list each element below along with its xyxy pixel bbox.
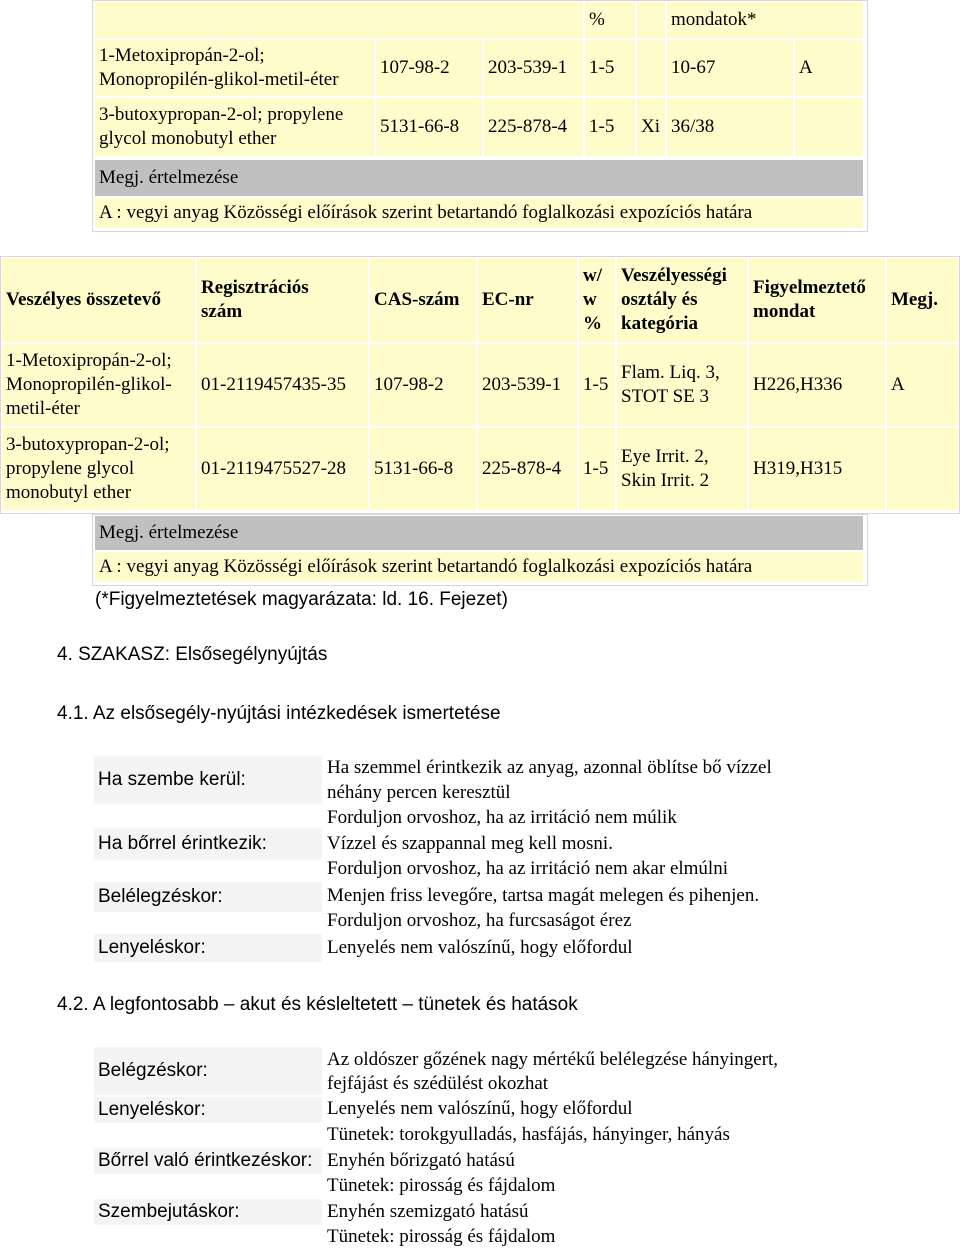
- t2-row1-w: [579, 344, 615, 426]
- symptoms-ingest-line1: Lenyelés nem valószínű, hogy előfordul: [327, 1098, 633, 1119]
- t2-h-ec-text: EC-nr: [482, 289, 534, 310]
- t2-h-class-text: Veszélyességi osztály és kategória: [621, 265, 727, 334]
- t2-h-component: [2, 258, 195, 342]
- t2-row2-class-text: Eye Irrit. 2, Skin Irrit. 2: [621, 446, 710, 491]
- t2-row2-hstatement-text: H319,H315: [753, 458, 843, 479]
- t2-note-text-text: A : vegyi anyag Közösségi előírások szerint betartandó foglalkozási expozíciós határa: [99, 556, 753, 577]
- footnote: (*Figyelmeztetések magyarázata: ld. 16. Fejezet): [95, 589, 508, 610]
- symptoms-skin-line2: Tünetek: pirosság és fájdalom: [327, 1175, 556, 1196]
- firstaid-label-inhale: [94, 882, 322, 912]
- t1-row1-pct-text: 1-5: [589, 57, 615, 78]
- firstaid-inhale-line2: Forduljon orvoshoz, ha furcsaságot érez: [327, 910, 632, 931]
- firstaid-label-skin: [94, 828, 322, 860]
- firstaid-skin-line1: Vízzel és szappannal meg kell mosni.: [327, 833, 613, 854]
- t1-row2-ec: [484, 98, 583, 156]
- t1-row2-sym: [637, 98, 665, 156]
- t2-row1-component-text: 1-Metoxipropán-2-ol; Monopropilén-glikol-metil-éter: [6, 350, 172, 419]
- t2-row2-w: [579, 428, 615, 510]
- t1-row1-ec-text: 203-539-1: [488, 57, 568, 78]
- t2-h-cas-text: CAS-szám: [374, 289, 460, 310]
- t2-h-w: [579, 258, 615, 342]
- symptoms-label-ingest-text: Lenyeléskor:: [98, 1099, 206, 1120]
- symptoms-inhale-line2: fejfájást és szédülést okozhat: [327, 1073, 549, 1094]
- t2-h-reg-text: Regisztrációs szám: [201, 277, 309, 322]
- t2-row1-w-text: 1-5: [583, 374, 609, 395]
- section-title: 4. SZAKASZ: Elsősegélynyújtás: [57, 644, 328, 665]
- t1-row2-phrases-text: 36/38: [671, 116, 715, 137]
- symptoms-label-ingest: [94, 1097, 322, 1123]
- t2-h-reg: [197, 258, 368, 342]
- t2-h-hstatement-text: Figyelmeztető mondat: [753, 277, 866, 322]
- header-mondatok-label: mondatok*: [671, 9, 757, 30]
- header-blank: [95, 2, 583, 38]
- symptoms-ingest-line2: Tünetek: torokgyulladás, hasfájás, hányinger, hányás: [327, 1124, 730, 1145]
- t1-row2-pct: [585, 98, 635, 156]
- t1-row1-sym: [637, 40, 665, 96]
- header-percent-label: %: [589, 9, 605, 30]
- t1-note-text-text: A : vegyi anyag Közösségi előírások szerint betartandó foglalkozási expozíciós határa: [99, 202, 753, 223]
- t2-row2-ec: [478, 428, 577, 510]
- t2-row2-reg: [197, 428, 368, 510]
- t2-row2-cas: [370, 428, 476, 510]
- t2-row2-class: [617, 428, 747, 510]
- t1-row2-sym-text: Xi: [641, 116, 660, 137]
- t2-row1-reg: [197, 344, 368, 426]
- firstaid-label-skin-text: Ha bőrrel érintkezik:: [98, 833, 267, 854]
- t1-row1-ec: [484, 40, 583, 96]
- symptoms-label-skin-text: Bőrrel való érintkezéskor:: [98, 1150, 313, 1171]
- t2-row1-class: [617, 344, 747, 426]
- t1-row2-pct-text: 1-5: [589, 116, 615, 137]
- t1-row1-phrases-text: 10-67: [671, 57, 716, 78]
- symptoms-inhale-line1: Az oldószer gőzének nagy mértékű belélegzése hányingert,: [327, 1049, 779, 1070]
- t1-row2-phrases: [667, 98, 793, 156]
- t2-h-class: [617, 258, 747, 342]
- t2-row1-note: [887, 344, 958, 426]
- t2-note-text: [95, 552, 863, 582]
- t1-note-title: [95, 160, 863, 196]
- t1-row2-name: [95, 98, 374, 156]
- t2-h-hstatement: [749, 258, 885, 342]
- firstaid-inhale-line1: Menjen friss levegőre, tartsa magát melegen és pihenjen.: [327, 885, 760, 906]
- symptoms-label-inhale: [94, 1047, 322, 1095]
- firstaid-label-eye: [94, 756, 322, 804]
- firstaid-skin-line2: Forduljon orvoshoz, ha az irritáció nem akar elmúlni: [327, 858, 728, 879]
- t1-row1-note-text: A: [799, 57, 813, 78]
- firstaid-eye-line2: néhány percen keresztül: [327, 782, 511, 803]
- t1-row2-name-text: 3-butoxypropan-2-ol; propylene glycol monobutyl ether: [99, 104, 344, 149]
- symptoms-skin-line1: Enyhén bőrizgató hatású: [327, 1150, 515, 1171]
- firstaid-ingest-line1: Lenyelés nem valószínű, hogy előfordul: [327, 937, 633, 958]
- header-sym-blank: [637, 2, 665, 38]
- t1-row2-cas-text: 5131-66-8: [380, 116, 460, 137]
- t2-row1-ec: [478, 344, 577, 426]
- t1-row2-ec-text: 225-878-4: [488, 116, 568, 137]
- t2-row1-cas: [370, 344, 476, 426]
- symptoms-label-eye: [94, 1199, 322, 1225]
- t2-h-cas: [370, 258, 476, 342]
- t2-row2-ec-text: 225-878-4: [482, 458, 562, 479]
- t2-row2-component-text: 3-butoxypropan-2-ol; propylene glycol monobutyl ether: [6, 434, 170, 503]
- firstaid-eye-line1: Ha szemmel érintkezik az anyag, azonnal öblítse bő vízzel: [327, 757, 772, 778]
- symptoms-label-skin: [94, 1148, 322, 1174]
- firstaid-label-ingest-text: Lenyeléskor:: [98, 937, 206, 958]
- t2-row2-note: [887, 428, 958, 510]
- t2-h-note: [887, 258, 958, 342]
- t2-row2-component: [2, 428, 195, 510]
- header-mondatok: [667, 2, 863, 38]
- t2-row1-reg-text: 01-2119457435-35: [201, 374, 346, 395]
- t2-h-note-text: Megj.: [891, 289, 938, 310]
- firstaid-label-inhale-text: Belélegzéskor:: [98, 886, 223, 907]
- t2-row1-hstatement-text: H226,H336: [753, 374, 843, 395]
- t1-row1-name: [95, 40, 374, 96]
- t2-row1-cas-text: 107-98-2: [374, 374, 444, 395]
- t1-row1-phrases: [667, 40, 793, 96]
- symptoms-eye-line2: Tünetek: pirosság és fájdalom: [327, 1226, 556, 1247]
- t1-note-text: [95, 198, 863, 228]
- symptoms-label-eye-text: Szembejutáskor:: [98, 1201, 240, 1222]
- t2-row2-cas-text: 5131-66-8: [374, 458, 454, 479]
- t2-row2-w-text: 1-5: [583, 458, 609, 479]
- t1-row1-cas-text: 107-98-2: [380, 57, 450, 78]
- t1-row1-cas: [376, 40, 482, 96]
- t2-row2-hstatement: [749, 428, 885, 510]
- t2-h-component-text: Veszélyes összetevő: [6, 289, 161, 310]
- subsection-4-2: 4.2. A legfontosabb – akut és késleltetett – tünetek és hatások: [57, 994, 578, 1015]
- header-percent: [585, 2, 635, 38]
- symptoms-eye-line1: Enyhén szemizgató hatású: [327, 1201, 529, 1222]
- subsection-4-1: 4.1. Az elsősegély-nyújtási intézkedések ismertetése: [57, 703, 501, 724]
- t2-row1-note-text: A: [891, 374, 905, 395]
- t2-row1-ec-text: 203-539-1: [482, 374, 562, 395]
- t2-h-ec: [478, 258, 577, 342]
- t2-row2-reg-text: 01-2119475527-28: [201, 458, 346, 479]
- firstaid-label-ingest: [94, 934, 322, 962]
- t1-row2-note: [795, 98, 863, 156]
- t1-row2-cas: [376, 98, 482, 156]
- t2-row1-hstatement: [749, 344, 885, 426]
- t2-row1-component: [2, 344, 195, 426]
- firstaid-label-eye-text: Ha szembe kerül:: [98, 769, 246, 790]
- t2-note-title: [95, 516, 863, 550]
- t1-row1-note: [795, 40, 863, 96]
- t1-note-title-text: Megj. értelmezése: [99, 167, 239, 188]
- t2-h-w-text: w/ w %: [583, 265, 602, 334]
- t1-row1-pct: [585, 40, 635, 96]
- t2-row1-class-text: Flam. Liq. 3, STOT SE 3: [621, 362, 720, 407]
- firstaid-eye-line3: Forduljon orvoshoz, ha az irritáció nem múlik: [327, 807, 677, 828]
- symptoms-label-inhale-text: Belégzéskor:: [98, 1060, 208, 1081]
- t2-note-title-text: Megj. értelmezése: [99, 522, 239, 543]
- t1-row1-name-text: 1-Metoxipropán-2-ol; Monopropilén-glikol-metil-éter: [99, 45, 339, 90]
